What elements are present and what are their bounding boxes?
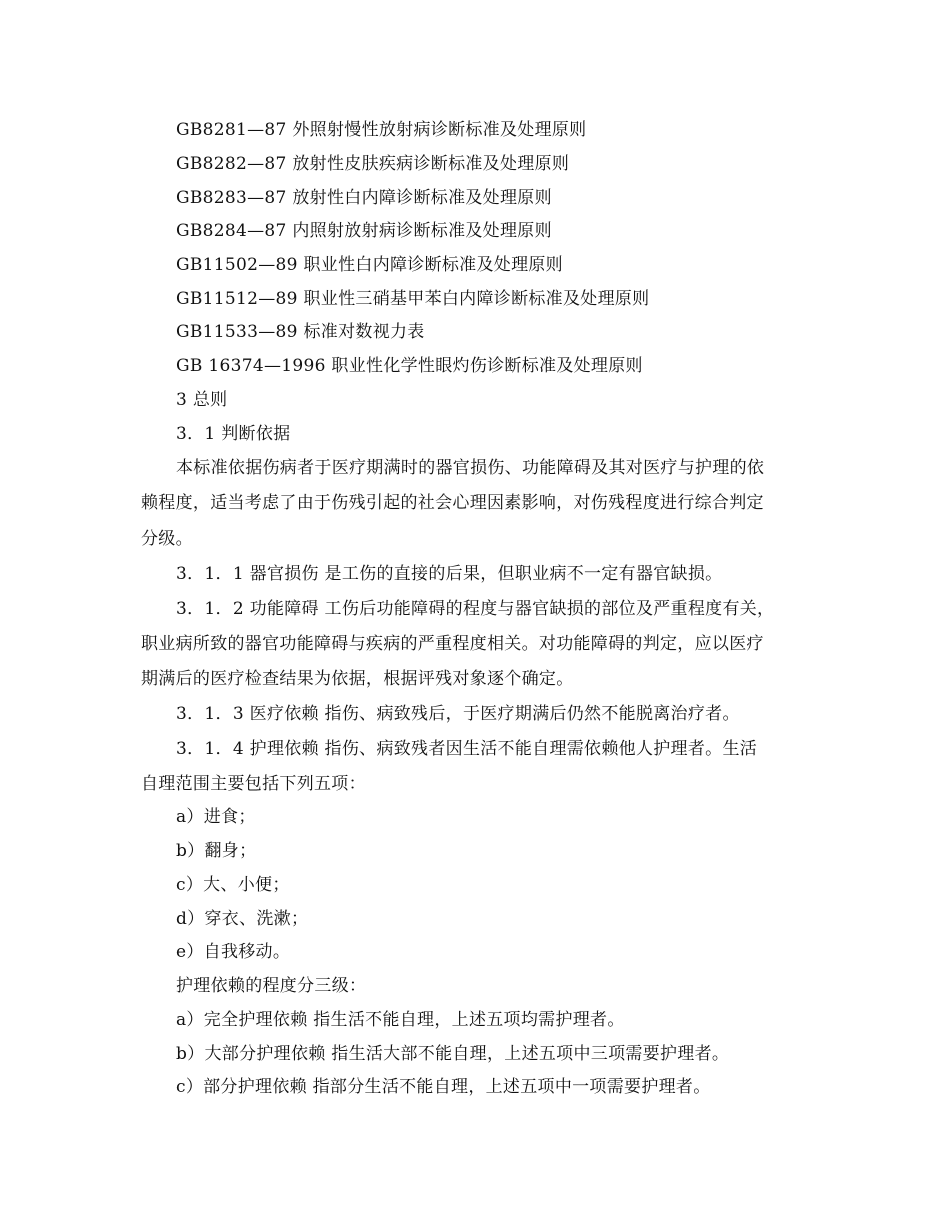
- reference-gb8284: GB8284—87 内照射放射病诊断标准及处理原则: [176, 221, 552, 241]
- paragraph-line: 赖程度，适当考虑了由于伤残引起的社会心理因素影响，对伤残程度进行综合判定: [141, 493, 764, 513]
- list-item: e）自我移动。: [176, 942, 291, 962]
- list-item: b）翻身；: [176, 841, 257, 861]
- list-item: c）大、小便；: [176, 875, 290, 895]
- section-heading-3: 3 总则: [176, 390, 228, 410]
- list-item: d）穿衣、洗漱；: [176, 909, 309, 929]
- paragraph-line: 分级。: [141, 529, 193, 549]
- reference-gb8281: GB8281—87 外照射慢性放射病诊断标准及处理原则: [176, 120, 587, 140]
- reference-gb11502: GB11502—89 职业性白内障诊断标准及处理原则: [176, 255, 563, 275]
- reference-gb8282: GB8282—87 放射性皮肤疾病诊断标准及处理原则: [176, 154, 570, 174]
- paragraph-line: 护理依赖的程度分三级：: [176, 976, 367, 996]
- reference-gb16374: GB 16374—1996 职业性化学性眼灼伤诊断标准及处理原则: [176, 356, 643, 376]
- subsection-heading-3-1: 3．1 判断依据: [176, 424, 291, 444]
- paragraph-line: 本标准依据伤病者于医疗期满时的器官损伤、功能障碍及其对医疗与护理的依: [176, 458, 765, 478]
- paragraph-line: 自理范围主要包括下列五项：: [141, 774, 366, 794]
- list-item: a）完全护理依赖 指生活不能自理，上述五项均需护理者。: [176, 1010, 625, 1030]
- clause-3-1-4: 3．1．4 护理依赖 指伤、病致残者因生活不能自理需依赖他人护理者。生活: [176, 739, 758, 759]
- list-item: c）部分护理依赖 指部分生活不能自理，上述五项中一项需要护理者。: [176, 1077, 711, 1097]
- reference-gb8283: GB8283—87 放射性白内障诊断标准及处理原则: [176, 188, 552, 208]
- paragraph-line: 期满后的医疗检查结果为依据，根据评残对象逐个确定。: [141, 669, 574, 689]
- reference-gb11512: GB11512—89 职业性三硝基甲苯白内障诊断标准及处理原则: [176, 289, 650, 309]
- clause-3-1-1: 3．1．1 器官损伤 是工伤的直接的后果，但职业病不一定有器官缺损。: [176, 564, 723, 584]
- reference-gb11533: GB11533—89 标准对数视力表: [176, 322, 425, 342]
- clause-3-1-2: 3．1．2 功能障碍 工伤后功能障碍的程度与器官缺损的部位及严重程度有关，: [176, 599, 775, 619]
- paragraph-line: 职业病所致的器官功能障碍与疾病的严重程度相关。对功能障碍的判定，应以医疗: [141, 634, 764, 654]
- list-item: a）进食；: [176, 807, 256, 827]
- clause-3-1-3: 3．1．3 医疗依赖 指伤、病致残后，于医疗期满后仍然不能脱离治疗者。: [176, 704, 740, 724]
- list-item: b）大部分护理依赖 指生活大部不能自理，上述五项中三项需要护理者。: [176, 1044, 730, 1064]
